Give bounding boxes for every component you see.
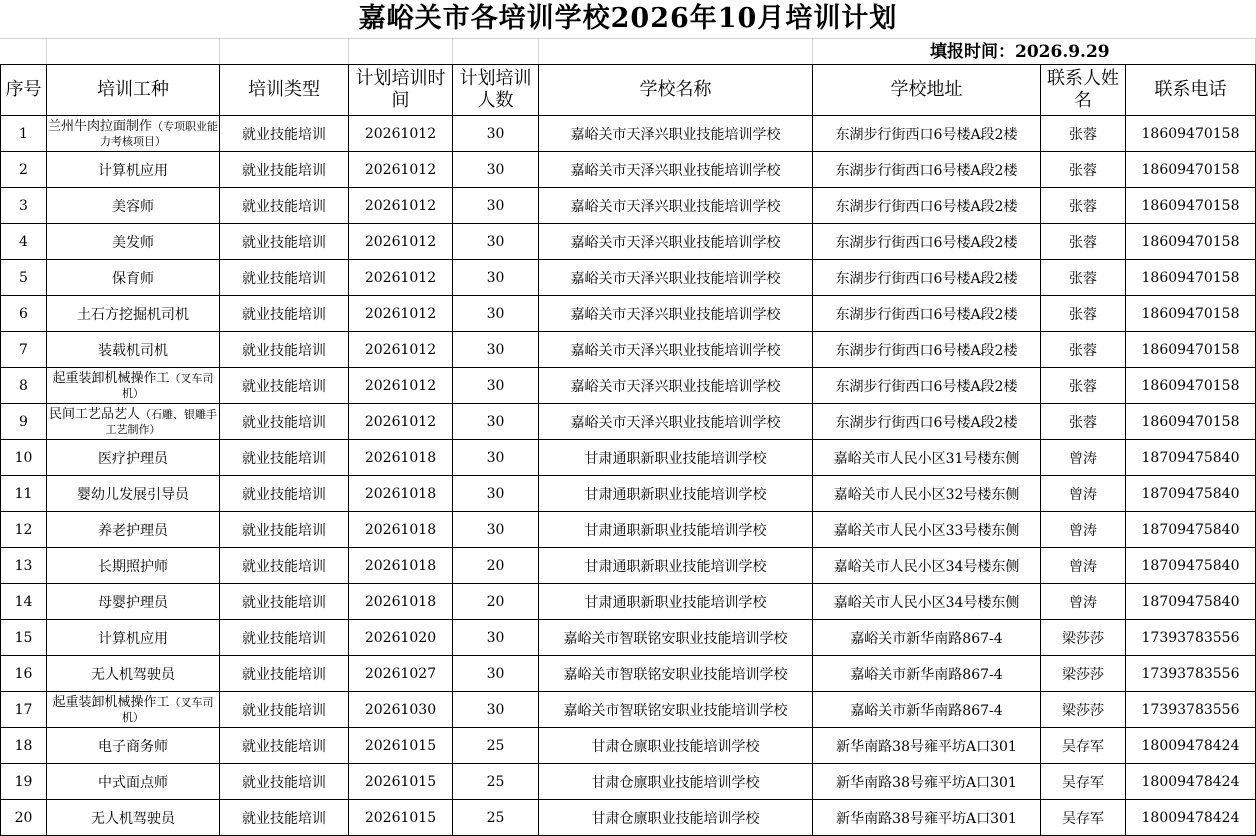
- table-row: [1, 476, 1256, 512]
- cell-contact: 张蓉: [1041, 404, 1126, 440]
- cell-trade: 婴幼儿发展引导员: [47, 476, 220, 512]
- cell-seq: 20: [1, 800, 47, 836]
- cell-address: 嘉峪关市新华南路867-4: [813, 620, 1041, 656]
- table-row: [1, 548, 1256, 584]
- cell-phone: 18609470158: [1126, 188, 1256, 224]
- cell-contact: 曾涛: [1041, 548, 1126, 584]
- cell-phone: 18709475840: [1126, 548, 1256, 584]
- cell-time: 20261012: [349, 116, 453, 152]
- cell-trade: 中式面点师: [47, 764, 220, 800]
- header-phone: 联系电话: [1126, 65, 1256, 116]
- cell-trade: [47, 116, 220, 152]
- cell-count: 30: [453, 188, 539, 224]
- cell-type: 就业技能培训: [220, 728, 349, 764]
- table-row: [1, 728, 1256, 764]
- cell-count: 30: [453, 512, 539, 548]
- cell-time: 20261018: [349, 476, 453, 512]
- cell-address: 嘉峪关市人民小区31号楼东侧: [813, 440, 1041, 476]
- cell-school: 甘肃通职新职业技能培训学校: [539, 584, 813, 620]
- cell-type: 就业技能培训: [220, 368, 349, 404]
- table-row: [1, 620, 1256, 656]
- cell-seq: 18: [1, 728, 47, 764]
- fill-date-row: [0, 38, 1256, 65]
- cell-trade: 长期照护师: [47, 548, 220, 584]
- table-row: [1, 440, 1256, 476]
- cell-trade: 保育师: [47, 260, 220, 296]
- table-row: [1, 332, 1256, 368]
- cell-seq: 11: [1, 476, 47, 512]
- cell-address: 东湖步行街西口6号楼A段2楼: [813, 332, 1041, 368]
- trade-note: （叉车司机）: [122, 371, 214, 400]
- cell-seq: 14: [1, 584, 47, 620]
- cell-count: 30: [453, 152, 539, 188]
- cell-seq: 15: [1, 620, 47, 656]
- cell-school: 嘉峪关市天泽兴职业技能培训学校: [539, 152, 813, 188]
- cell-phone: 18709475840: [1126, 476, 1256, 512]
- cell-time: 20261012: [349, 224, 453, 260]
- cell-time: 20261030: [349, 692, 453, 728]
- cell-contact: 张蓉: [1041, 116, 1126, 152]
- cell-contact: 张蓉: [1041, 260, 1126, 296]
- trade-note: （石雕、银雕手工艺制作）: [105, 407, 217, 436]
- cell-contact: 吴存军: [1041, 764, 1126, 800]
- cell-seq: 4: [1, 224, 47, 260]
- cell-count: 30: [453, 116, 539, 152]
- cell-type: 就业技能培训: [220, 404, 349, 440]
- cell-type: 就业技能培训: [220, 548, 349, 584]
- cell-seq: 8: [1, 368, 47, 404]
- cell-seq: 17: [1, 692, 47, 728]
- trade-name: 起重装卸机械操作工: [52, 694, 170, 710]
- header-row: [1, 65, 1256, 116]
- cell-time: 20261020: [349, 620, 453, 656]
- cell-time: 20261012: [349, 332, 453, 368]
- cell-type: 就业技能培训: [220, 440, 349, 476]
- cell-school: 甘肃仓廪职业技能培训学校: [539, 728, 813, 764]
- cell-address: 东湖步行街西口6号楼A段2楼: [813, 152, 1041, 188]
- cell-seq: 9: [1, 404, 47, 440]
- cell-school: 嘉峪关市天泽兴职业技能培训学校: [539, 188, 813, 224]
- cell-phone: 18609470158: [1126, 152, 1256, 188]
- cell-trade: 美发师: [47, 224, 220, 260]
- cell-school: 嘉峪关市天泽兴职业技能培训学校: [539, 116, 813, 152]
- cell-time: 20261015: [349, 728, 453, 764]
- table-row: [1, 512, 1256, 548]
- table-row: [1, 800, 1256, 836]
- trade-name: 兰州牛肉拉面制作: [47, 118, 152, 134]
- cell-address: 嘉峪关市人民小区32号楼东侧: [813, 476, 1041, 512]
- cell-school: 嘉峪关市智联铭安职业技能培训学校: [539, 656, 813, 692]
- cell-count: 30: [453, 656, 539, 692]
- cell-seq: 16: [1, 656, 47, 692]
- cell-contact: 曾涛: [1041, 440, 1126, 476]
- cell-time: 20261012: [349, 404, 453, 440]
- cell-trade: 计算机应用: [47, 152, 220, 188]
- cell-phone: 18609470158: [1126, 368, 1256, 404]
- cell-count: 30: [453, 404, 539, 440]
- table-body: [1, 116, 1256, 836]
- cell-type: 就业技能培训: [220, 224, 349, 260]
- cell-phone: 18609470158: [1126, 332, 1256, 368]
- cell-school: 嘉峪关市天泽兴职业技能培训学校: [539, 260, 813, 296]
- cell-address: 嘉峪关市新华南路867-4: [813, 656, 1041, 692]
- cell-school: 嘉峪关市天泽兴职业技能培训学校: [539, 224, 813, 260]
- cell-school: 嘉峪关市智联铭安职业技能培训学校: [539, 692, 813, 728]
- cell-type: 就业技能培训: [220, 692, 349, 728]
- cell-address: 新华南路38号雍平坊A口301: [813, 764, 1041, 800]
- cell-phone: 18609470158: [1126, 404, 1256, 440]
- cell-address: 东湖步行街西口6号楼A段2楼: [813, 188, 1041, 224]
- cell-type: 就业技能培训: [220, 620, 349, 656]
- sheet-title: 嘉峪关市各培训学校2026年10月培训计划: [358, 3, 898, 34]
- cell-contact: 吴存军: [1041, 728, 1126, 764]
- cell-trade: 计算机应用: [47, 620, 220, 656]
- table-row: [1, 764, 1256, 800]
- cell-contact: 曾涛: [1041, 476, 1126, 512]
- grid-line: [348, 39, 349, 65]
- cell-school: 甘肃通职新职业技能培训学校: [539, 512, 813, 548]
- table-row: [1, 368, 1256, 404]
- cell-type: 就业技能培训: [220, 800, 349, 836]
- cell-school: 嘉峪关市天泽兴职业技能培训学校: [539, 404, 813, 440]
- trade-name: 起重装卸机械操作工: [52, 370, 170, 386]
- cell-address: 新华南路38号雍平坊A口301: [813, 728, 1041, 764]
- cell-type: 就业技能培训: [220, 116, 349, 152]
- cell-seq: 1: [1, 116, 47, 152]
- cell-address: 东湖步行街西口6号楼A段2楼: [813, 260, 1041, 296]
- header-address: 学校地址: [813, 65, 1041, 116]
- cell-trade: 电子商务师: [47, 728, 220, 764]
- cell-school: 嘉峪关市天泽兴职业技能培训学校: [539, 296, 813, 332]
- cell-time: 20261018: [349, 548, 453, 584]
- table-row: [1, 188, 1256, 224]
- cell-time: 20261027: [349, 656, 453, 692]
- cell-type: 就业技能培训: [220, 512, 349, 548]
- cell-type: 就业技能培训: [220, 188, 349, 224]
- cell-address: 嘉峪关市人民小区33号楼东侧: [813, 512, 1041, 548]
- cell-contact: 张蓉: [1041, 296, 1126, 332]
- cell-school: 嘉峪关市天泽兴职业技能培训学校: [539, 332, 813, 368]
- cell-trade: [47, 404, 220, 440]
- cell-phone: 17393783556: [1126, 656, 1256, 692]
- cell-time: 20261012: [349, 152, 453, 188]
- cell-seq: 3: [1, 188, 47, 224]
- trade-note: （专项职业能力考核项目）: [100, 119, 218, 148]
- cell-contact: 张蓉: [1041, 332, 1126, 368]
- cell-trade: 土石方挖掘机司机: [47, 296, 220, 332]
- cell-time: 20261018: [349, 512, 453, 548]
- cell-address: 东湖步行街西口6号楼A段2楼: [813, 296, 1041, 332]
- cell-address: 东湖步行街西口6号楼A段2楼: [813, 368, 1041, 404]
- grid-line: [538, 39, 539, 65]
- cell-phone: 18009478424: [1126, 728, 1256, 764]
- cell-time: 20261012: [349, 260, 453, 296]
- cell-trade: [47, 368, 220, 404]
- cell-phone: 18009478424: [1126, 764, 1256, 800]
- cell-phone: 18609470158: [1126, 224, 1256, 260]
- cell-contact: 梁莎莎: [1041, 620, 1126, 656]
- cell-type: 就业技能培训: [220, 476, 349, 512]
- grid-line: [219, 39, 220, 65]
- cell-contact: 吴存军: [1041, 800, 1126, 836]
- cell-count: 30: [453, 332, 539, 368]
- cell-count: 20: [453, 548, 539, 584]
- cell-contact: 张蓉: [1041, 368, 1126, 404]
- header-trade: 培训工种: [47, 65, 220, 116]
- table-row: [1, 656, 1256, 692]
- cell-contact: 张蓉: [1041, 224, 1126, 260]
- cell-count: 30: [453, 296, 539, 332]
- cell-address: 新华南路38号雍平坊A口301: [813, 800, 1041, 836]
- cell-trade: 母婴护理员: [47, 584, 220, 620]
- cell-count: 25: [453, 764, 539, 800]
- cell-type: 就业技能培训: [220, 260, 349, 296]
- cell-time: 20261012: [349, 368, 453, 404]
- cell-contact: 梁莎莎: [1041, 692, 1126, 728]
- cell-trade: 无人机驾驶员: [47, 656, 220, 692]
- cell-school: 甘肃通职新职业技能培训学校: [539, 440, 813, 476]
- cell-seq: 13: [1, 548, 47, 584]
- table-row: [1, 152, 1256, 188]
- trade-note: （叉车司机）: [122, 695, 214, 724]
- cell-count: 25: [453, 800, 539, 836]
- cell-type: 就业技能培训: [220, 332, 349, 368]
- cell-type: 就业技能培训: [220, 152, 349, 188]
- cell-phone: 18609470158: [1126, 260, 1256, 296]
- cell-count: 25: [453, 728, 539, 764]
- cell-type: 就业技能培训: [220, 296, 349, 332]
- fill-date: [930, 39, 1110, 65]
- cell-type: 就业技能培训: [220, 656, 349, 692]
- cell-seq: 7: [1, 332, 47, 368]
- cell-phone: 18609470158: [1126, 116, 1256, 152]
- grid-line: [452, 39, 453, 65]
- cell-count: 30: [453, 620, 539, 656]
- cell-time: 20261018: [349, 440, 453, 476]
- cell-trade: 装载机司机: [47, 332, 220, 368]
- table-row: [1, 224, 1256, 260]
- header-count: 计划培训人数: [453, 65, 539, 116]
- cell-address: 东湖步行街西口6号楼A段2楼: [813, 224, 1041, 260]
- training-plan-table: [0, 64, 1256, 836]
- table-row: [1, 404, 1256, 440]
- cell-type: 就业技能培训: [220, 584, 349, 620]
- cell-trade: 养老护理员: [47, 512, 220, 548]
- cell-phone: 18009478424: [1126, 800, 1256, 836]
- cell-address: 东湖步行街西口6号楼A段2楼: [813, 116, 1041, 152]
- cell-phone: 18709475840: [1126, 440, 1256, 476]
- header-time: 计划培训时间: [349, 65, 453, 116]
- cell-contact: 张蓉: [1041, 188, 1126, 224]
- table-row: [1, 296, 1256, 332]
- cell-contact: 曾涛: [1041, 584, 1126, 620]
- cell-contact: 张蓉: [1041, 152, 1126, 188]
- cell-phone: 18709475840: [1126, 584, 1256, 620]
- cell-seq: 10: [1, 440, 47, 476]
- table-row: [1, 116, 1256, 152]
- cell-trade: 美容师: [47, 188, 220, 224]
- cell-contact: 梁莎莎: [1041, 656, 1126, 692]
- cell-seq: 19: [1, 764, 47, 800]
- cell-phone: 18609470158: [1126, 296, 1256, 332]
- cell-school: 甘肃仓廪职业技能培训学校: [539, 764, 813, 800]
- cell-type: 就业技能培训: [220, 764, 349, 800]
- cell-count: 30: [453, 440, 539, 476]
- trade-name: 民间工艺品艺人: [48, 406, 140, 422]
- cell-time: 20261015: [349, 764, 453, 800]
- grid-line: [812, 39, 813, 65]
- cell-phone: 18709475840: [1126, 512, 1256, 548]
- cell-address: 嘉峪关市人民小区34号楼东侧: [813, 584, 1041, 620]
- header-contact: 联系人姓名: [1041, 65, 1126, 116]
- cell-address: 东湖步行街西口6号楼A段2楼: [813, 404, 1041, 440]
- fill-date-label: 填报时间：: [930, 42, 1015, 62]
- cell-trade: 无人机驾驶员: [47, 800, 220, 836]
- cell-school: 甘肃仓廪职业技能培训学校: [539, 800, 813, 836]
- cell-time: 20261015: [349, 800, 453, 836]
- header-type: 培训类型: [220, 65, 349, 116]
- cell-school: 嘉峪关市天泽兴职业技能培训学校: [539, 368, 813, 404]
- cell-count: 30: [453, 476, 539, 512]
- cell-count: 30: [453, 260, 539, 296]
- cell-school: 甘肃通职新职业技能培训学校: [539, 476, 813, 512]
- cell-count: 30: [453, 368, 539, 404]
- cell-count: 20: [453, 584, 539, 620]
- cell-seq: 12: [1, 512, 47, 548]
- cell-trade: [47, 692, 220, 728]
- cell-count: 30: [453, 224, 539, 260]
- cell-time: 20261018: [349, 584, 453, 620]
- cell-seq: 5: [1, 260, 47, 296]
- cell-count: 30: [453, 692, 539, 728]
- cell-address: 嘉峪关市人民小区34号楼东侧: [813, 548, 1041, 584]
- cell-trade: 医疗护理员: [47, 440, 220, 476]
- cell-school: 甘肃通职新职业技能培训学校: [539, 548, 813, 584]
- table-row: [1, 260, 1256, 296]
- cell-phone: 17393783556: [1126, 692, 1256, 728]
- cell-phone: 17393783556: [1126, 620, 1256, 656]
- table-row: [1, 692, 1256, 728]
- header-school: 学校名称: [539, 65, 813, 116]
- cell-seq: 6: [1, 296, 47, 332]
- cell-school: 嘉峪关市智联铭安职业技能培训学校: [539, 620, 813, 656]
- header-seq: 序号: [1, 65, 47, 116]
- grid-line: [46, 39, 47, 65]
- cell-seq: 2: [1, 152, 47, 188]
- cell-time: 20261012: [349, 188, 453, 224]
- table-row: [1, 584, 1256, 620]
- fill-date-value: 2026.9.29: [1015, 42, 1110, 62]
- cell-address: 嘉峪关市新华南路867-4: [813, 692, 1041, 728]
- cell-contact: 曾涛: [1041, 512, 1126, 548]
- cell-time: 20261012: [349, 296, 453, 332]
